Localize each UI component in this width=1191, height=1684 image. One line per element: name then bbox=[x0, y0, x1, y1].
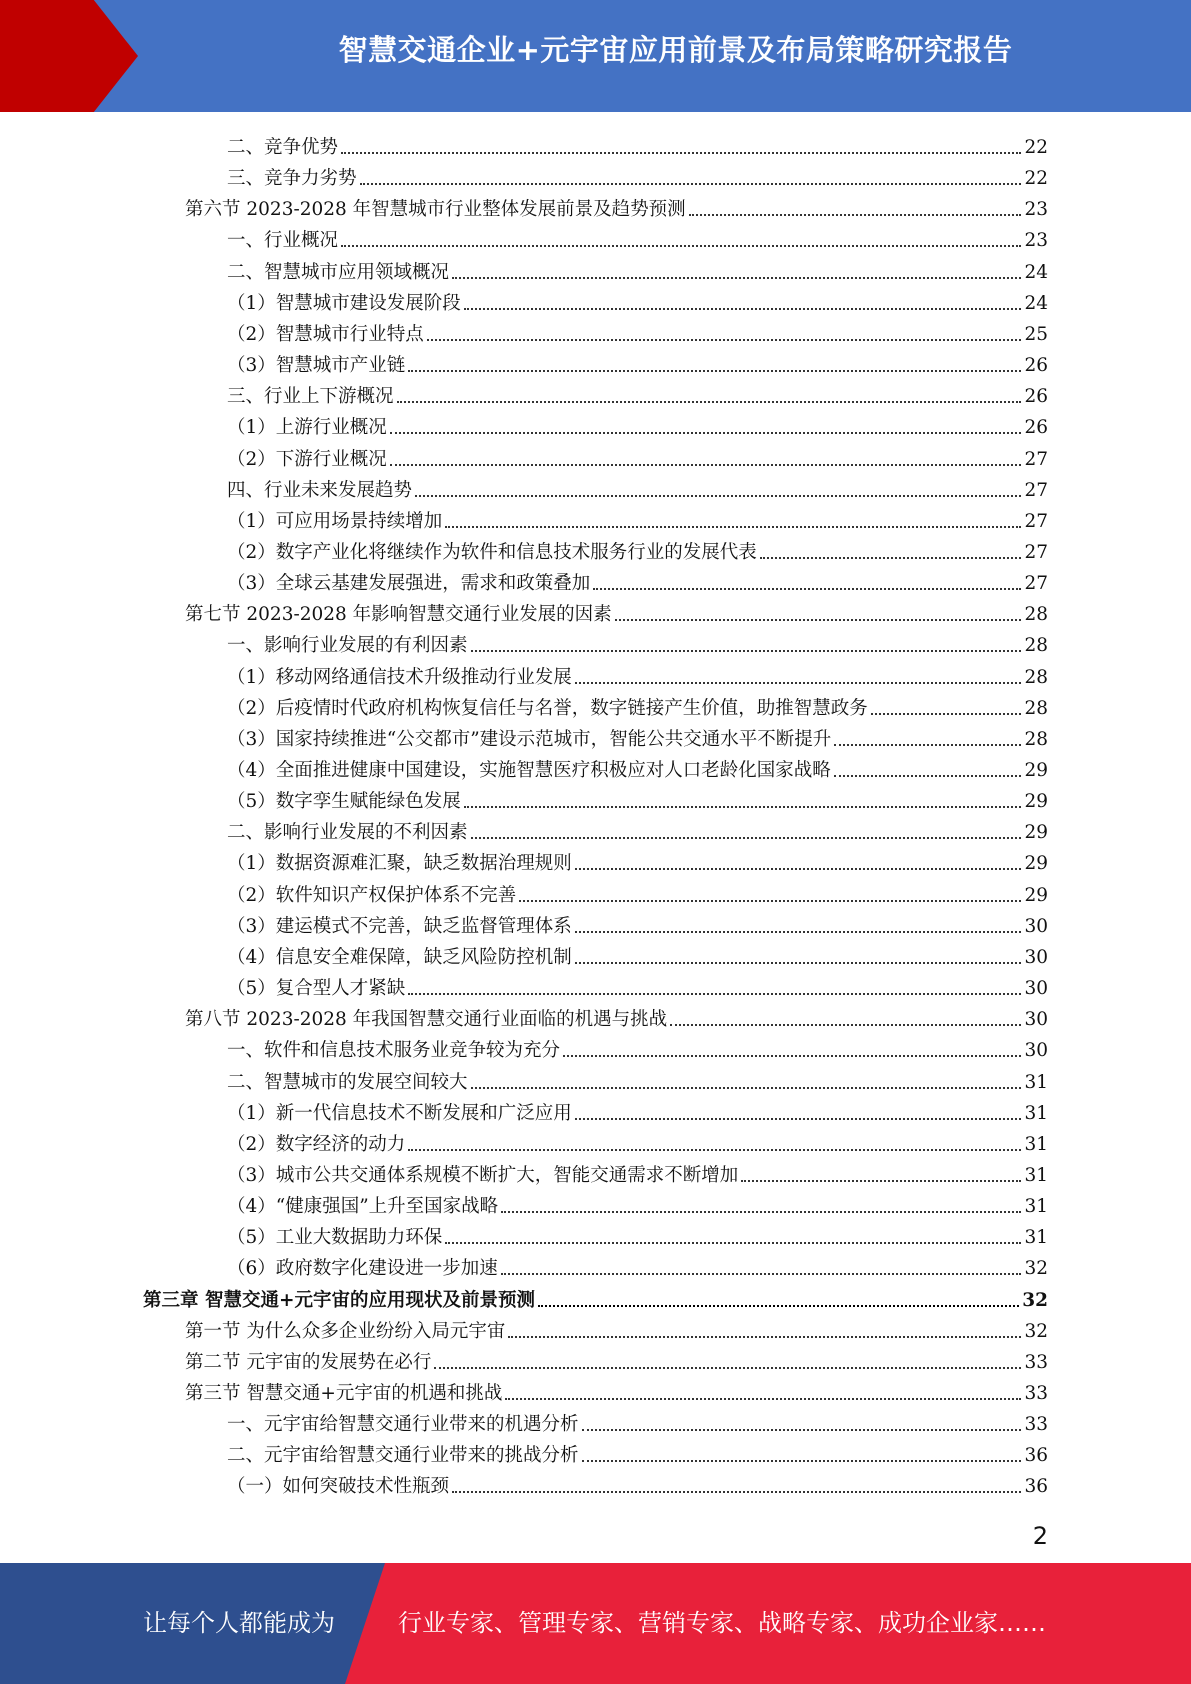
toc-entry-title: 第三节 智慧交通+元宇宙的机遇和挑战 bbox=[185, 1383, 503, 1404]
toc-dot-leader bbox=[408, 992, 1021, 995]
toc-dot-leader bbox=[427, 338, 1022, 341]
toc-dot-leader bbox=[575, 867, 1022, 870]
toc-entry-title: （3）建运模式不完善，缺乏监督管理体系 bbox=[227, 915, 572, 937]
toc-entry[interactable] bbox=[227, 876, 1048, 907]
page-footer bbox=[0, 1563, 1191, 1684]
toc-entry-title: （4）全面推进健康中国建设，实施智慧医疗积极应对人口老龄化国家战略 bbox=[227, 760, 831, 781]
toc-entry-page: 33 bbox=[1024, 1414, 1048, 1436]
toc-entry[interactable] bbox=[227, 1094, 1048, 1125]
toc-entry[interactable] bbox=[227, 1218, 1048, 1249]
toc-entry-title: 第六节 2023-2028 年智慧城市行业整体发展前景及趋势预测 bbox=[185, 199, 686, 221]
toc-entry-page: 33 bbox=[1024, 1383, 1048, 1404]
toc-entry-title: 一、影响行业发展的有利因素 bbox=[227, 635, 468, 657]
toc-dot-leader bbox=[834, 774, 1022, 777]
toc-entry-title: 二、竞争优势 bbox=[227, 137, 339, 158]
toc-entry-title: 第七节 2023-2028 年影响智慧交通行业发展的因素 bbox=[185, 604, 612, 626]
toc-entry-page: 29 bbox=[1024, 884, 1048, 906]
toc-entry-title: （1）新一代信息技术不断发展和广泛应用 bbox=[227, 1102, 572, 1124]
toc-dot-leader bbox=[501, 1210, 1021, 1213]
toc-dot-leader bbox=[390, 431, 1022, 434]
toc-entry-page: 24 bbox=[1024, 261, 1048, 283]
toc-dot-leader bbox=[452, 276, 1021, 279]
toc-entry-page: 24 bbox=[1024, 292, 1048, 314]
toc-entry[interactable] bbox=[227, 1031, 1048, 1062]
toc-entry-title: （2）数字产业化将继续作为软件和信息技术服务行业的发展代表 bbox=[227, 541, 757, 563]
toc-entry-title: 一、行业概况 bbox=[227, 230, 339, 252]
toc-entry[interactable] bbox=[227, 1249, 1048, 1280]
toc-dot-leader bbox=[582, 1459, 1022, 1462]
toc-dot-leader bbox=[471, 649, 1022, 652]
toc-dot-leader bbox=[434, 1366, 1021, 1369]
toc-entry[interactable] bbox=[227, 253, 1048, 284]
toc-entry-title: （2）后疫情时代政府机构恢复信任与名誉，数字链接产生价值，助推智慧政务 bbox=[227, 697, 868, 719]
toc-entry-title: 第二节 元宇宙的发展势在必行 bbox=[185, 1351, 432, 1373]
toc-dot-leader bbox=[538, 1304, 1019, 1307]
toc-entry-title: （1）移动网络通信技术升级推动行业发展 bbox=[227, 666, 572, 688]
toc-entry[interactable] bbox=[227, 720, 1048, 751]
toc-entry[interactable] bbox=[227, 284, 1048, 315]
toc-entry-title: 二、元宇宙给智慧交通行业带来的挑战分析 bbox=[227, 1445, 579, 1467]
toc-entry-title: （3）城市公共交通体系规模不断扩大，智能交通需求不断增加 bbox=[227, 1164, 739, 1186]
toc-entry-page: 27 bbox=[1024, 573, 1048, 595]
toc-entry-page: 29 bbox=[1024, 822, 1048, 844]
toc-entry[interactable] bbox=[227, 471, 1048, 502]
toc-entry-page: 30 bbox=[1024, 978, 1048, 1000]
toc-entry-title: （4）“健康强国”上升至国家战略 bbox=[227, 1196, 499, 1218]
toc-entry[interactable] bbox=[185, 1000, 1048, 1031]
toc-entry-page: 23 bbox=[1024, 199, 1048, 221]
toc-dot-leader bbox=[615, 618, 1022, 621]
toc-entry-title: （2）下游行业概况 bbox=[227, 448, 387, 470]
toc-entry[interactable] bbox=[185, 190, 1048, 221]
toc-entry[interactable] bbox=[227, 938, 1048, 969]
toc-dot-leader bbox=[452, 1490, 1021, 1493]
toc-dot-leader bbox=[390, 463, 1022, 466]
toc-dot-leader bbox=[445, 525, 1021, 528]
toc-entry-page: 22 bbox=[1024, 137, 1048, 158]
toc-entry[interactable] bbox=[227, 346, 1048, 377]
toc-dot-leader bbox=[575, 961, 1022, 964]
toc-entry-page: 29 bbox=[1024, 791, 1048, 813]
toc-entry-title: 二、智慧城市的发展空间较大 bbox=[227, 1071, 468, 1093]
toc-dot-leader bbox=[505, 1397, 1021, 1400]
toc-entry-title: （4）信息安全难保障，缺乏风险防控机制 bbox=[227, 946, 572, 968]
toc-entry-page: 36 bbox=[1024, 1476, 1048, 1498]
toc-dot-leader bbox=[341, 244, 1021, 247]
toc-dot-leader bbox=[445, 1241, 1021, 1244]
toc-entry-page: 28 bbox=[1024, 728, 1048, 750]
toc-entry-page: 29 bbox=[1024, 853, 1048, 875]
page-header bbox=[0, 0, 1191, 112]
toc-entry[interactable] bbox=[227, 658, 1048, 689]
toc-entry-title: （5）工业大数据助力环保 bbox=[227, 1227, 443, 1249]
toc-entry[interactable] bbox=[227, 626, 1048, 657]
toc-entry[interactable] bbox=[227, 159, 1048, 190]
toc-entry-page: 27 bbox=[1024, 510, 1048, 532]
toc-entry[interactable] bbox=[227, 1467, 1048, 1498]
toc-entry-title: （3）国家持续推进“公交都市”建设示范城市，智能公共交通水平不断提升 bbox=[227, 728, 832, 750]
toc-entry-page: 36 bbox=[1024, 1445, 1048, 1467]
toc-dot-leader bbox=[593, 587, 1021, 590]
toc-entry[interactable] bbox=[227, 564, 1048, 595]
toc-entry-page: 26 bbox=[1024, 417, 1048, 439]
toc-entry-title: 第一节 为什么众多企业纷纷入局元宇宙 bbox=[185, 1320, 506, 1342]
toc-entry-title: （1）数据资源难汇聚，缺乏数据治理规则 bbox=[227, 853, 572, 875]
toc-entry-page: 32 bbox=[1022, 1289, 1048, 1311]
toc-entry-page: 27 bbox=[1024, 448, 1048, 470]
toc-dot-leader bbox=[575, 930, 1022, 933]
toc-dot-leader bbox=[464, 805, 1022, 808]
toc-dot-leader bbox=[471, 1086, 1022, 1089]
toc-entry-title: （3）智慧城市产业链 bbox=[227, 355, 406, 377]
toc-dot-leader bbox=[760, 556, 1022, 559]
toc-entry[interactable] bbox=[185, 1343, 1048, 1374]
toc-entry-title: 三、竞争力劣势 bbox=[227, 168, 357, 190]
toc-entry[interactable] bbox=[143, 1281, 1048, 1312]
toc-dot-leader bbox=[397, 400, 1022, 403]
toc-entry[interactable] bbox=[227, 377, 1048, 408]
toc-entry[interactable] bbox=[227, 315, 1048, 346]
toc-entry[interactable] bbox=[227, 1063, 1048, 1094]
toc-dot-leader bbox=[582, 1428, 1022, 1431]
toc-entry-title: 二、智慧城市应用领域概况 bbox=[227, 261, 450, 283]
toc-dot-leader bbox=[689, 213, 1022, 216]
toc-entry[interactable] bbox=[227, 1125, 1048, 1156]
toc-dot-leader bbox=[501, 1272, 1022, 1275]
toc-dot-leader bbox=[741, 1179, 1021, 1182]
toc-entry-title: 四、行业未来发展趋势 bbox=[227, 479, 413, 501]
toc-entry-title: 三、行业上下游概况 bbox=[227, 386, 394, 408]
toc-entry[interactable] bbox=[227, 533, 1048, 564]
toc-entry-page: 28 bbox=[1024, 635, 1048, 657]
toc-entry[interactable] bbox=[227, 502, 1048, 533]
toc-entry-page: 31 bbox=[1024, 1102, 1048, 1124]
toc-entry-page: 32 bbox=[1024, 1320, 1048, 1342]
toc-dot-leader bbox=[563, 1054, 1021, 1057]
toc-entry-page: 31 bbox=[1024, 1196, 1048, 1218]
toc-entry-title: （2）软件知识产权保护体系不完善 bbox=[227, 884, 517, 906]
toc-entry[interactable] bbox=[227, 1436, 1048, 1467]
toc-entry-title: （2）数字经济的动力 bbox=[227, 1133, 406, 1155]
toc-entry-title: （1）上游行业概况 bbox=[227, 417, 387, 439]
toc-dot-leader bbox=[519, 899, 1021, 902]
toc-entry-title: 第三章 智慧交通+元宇宙的应用现状及前景预测 bbox=[143, 1289, 535, 1311]
toc-entry[interactable] bbox=[227, 782, 1048, 813]
toc-entry-page: 31 bbox=[1024, 1071, 1048, 1093]
report-title: 智慧交通企业+元宇宙应用前景及布局策略研究报告 bbox=[338, 33, 1013, 67]
toc-dot-leader bbox=[341, 151, 1021, 154]
toc-entry-page: 27 bbox=[1024, 479, 1048, 501]
toc-entry-page: 33 bbox=[1024, 1351, 1048, 1373]
toc-entry[interactable] bbox=[185, 1374, 1048, 1405]
toc-entry-title: 二、影响行业发展的不利因素 bbox=[227, 822, 468, 844]
toc-entry[interactable] bbox=[227, 813, 1048, 844]
toc-entry-page: 30 bbox=[1024, 1009, 1048, 1031]
page-number: 2 bbox=[1032, 1522, 1048, 1550]
toc-entry-title: （1）智慧城市建设发展阶段 bbox=[227, 292, 461, 314]
toc-entry-page: 28 bbox=[1024, 697, 1048, 719]
toc-entry[interactable] bbox=[185, 595, 1048, 626]
toc-entry-page: 27 bbox=[1024, 541, 1048, 563]
toc-entry-page: 30 bbox=[1024, 1040, 1048, 1062]
toc-entry[interactable] bbox=[227, 221, 1048, 252]
toc-entry[interactable] bbox=[227, 1156, 1048, 1187]
toc-dot-leader bbox=[415, 494, 1021, 497]
toc-entry-page: 31 bbox=[1024, 1227, 1048, 1249]
toc-entry-page: 32 bbox=[1024, 1258, 1048, 1280]
toc-entry-page: 28 bbox=[1024, 604, 1048, 626]
toc-entry[interactable] bbox=[227, 751, 1048, 782]
toc-entry-title: （1）可应用场景持续增加 bbox=[227, 510, 443, 532]
toc-entry-page: 23 bbox=[1024, 230, 1048, 252]
toc-entry-page: 25 bbox=[1024, 323, 1048, 345]
toc-entry-page: 26 bbox=[1024, 355, 1048, 377]
toc-entry-title: （3）全球云基建发展强进，需求和政策叠加 bbox=[227, 573, 591, 595]
toc-entry[interactable] bbox=[227, 1405, 1048, 1436]
toc-dot-leader bbox=[408, 369, 1021, 372]
toc-entry[interactable] bbox=[227, 1187, 1048, 1218]
toc-entry[interactable] bbox=[185, 1312, 1048, 1343]
toc-dot-leader bbox=[408, 1148, 1021, 1151]
toc-entry-page: 29 bbox=[1024, 760, 1048, 781]
toc-dot-leader bbox=[670, 1023, 1021, 1026]
toc-entry-page: 26 bbox=[1024, 386, 1048, 408]
toc-entry-title: （一）如何突破技术性瓶颈 bbox=[227, 1476, 450, 1498]
toc-entry-page: 31 bbox=[1024, 1133, 1048, 1155]
toc-entry[interactable] bbox=[227, 408, 1048, 439]
footer-slogan-left: 让每个人都能成为 bbox=[143, 1609, 335, 1637]
toc-dot-leader bbox=[575, 681, 1022, 684]
toc-entry-title: （6）政府数字化建设进一步加速 bbox=[227, 1258, 498, 1280]
toc-dot-leader bbox=[508, 1335, 1021, 1338]
toc-entry-title: （5）复合型人才紧缺 bbox=[227, 978, 406, 1000]
toc-entry[interactable] bbox=[227, 969, 1048, 1000]
toc-dot-leader bbox=[871, 712, 1022, 715]
footer-slogan-right: 行业专家、管理专家、营销专家、战略专家、成功企业家…… bbox=[398, 1609, 1046, 1637]
toc-entry-title: 第八节 2023-2028 年我国智慧交通行业面临的机遇与挑战 bbox=[185, 1009, 668, 1031]
toc-entry[interactable] bbox=[227, 844, 1048, 875]
toc-entry-title: 一、元宇宙给智慧交通行业带来的机遇分析 bbox=[227, 1414, 579, 1436]
toc-entry-page: 31 bbox=[1024, 1164, 1048, 1186]
toc-entry-title: （2）智慧城市行业特点 bbox=[227, 323, 424, 345]
toc-entry[interactable] bbox=[227, 128, 1048, 159]
toc-entry-title: （5）数字孪生赋能绿色发展 bbox=[227, 791, 461, 813]
toc-dot-leader bbox=[464, 307, 1022, 310]
header-red-arrow bbox=[0, 0, 138, 112]
toc-dot-leader bbox=[834, 743, 1021, 746]
toc-entry-page: 30 bbox=[1024, 946, 1048, 968]
toc-entry-title: 一、软件和信息技术服务业竞争较为充分 bbox=[227, 1040, 561, 1062]
toc-dot-leader bbox=[471, 836, 1022, 839]
toc-entry-page: 30 bbox=[1024, 915, 1048, 937]
toc-entry[interactable] bbox=[227, 440, 1048, 471]
toc-dot-leader bbox=[575, 1117, 1022, 1120]
toc-entry-page: 22 bbox=[1024, 168, 1048, 190]
toc-entry[interactable] bbox=[227, 689, 1048, 720]
toc-entry-page: 28 bbox=[1024, 666, 1048, 688]
toc-dot-leader bbox=[360, 182, 1022, 185]
toc-entry[interactable] bbox=[227, 907, 1048, 938]
